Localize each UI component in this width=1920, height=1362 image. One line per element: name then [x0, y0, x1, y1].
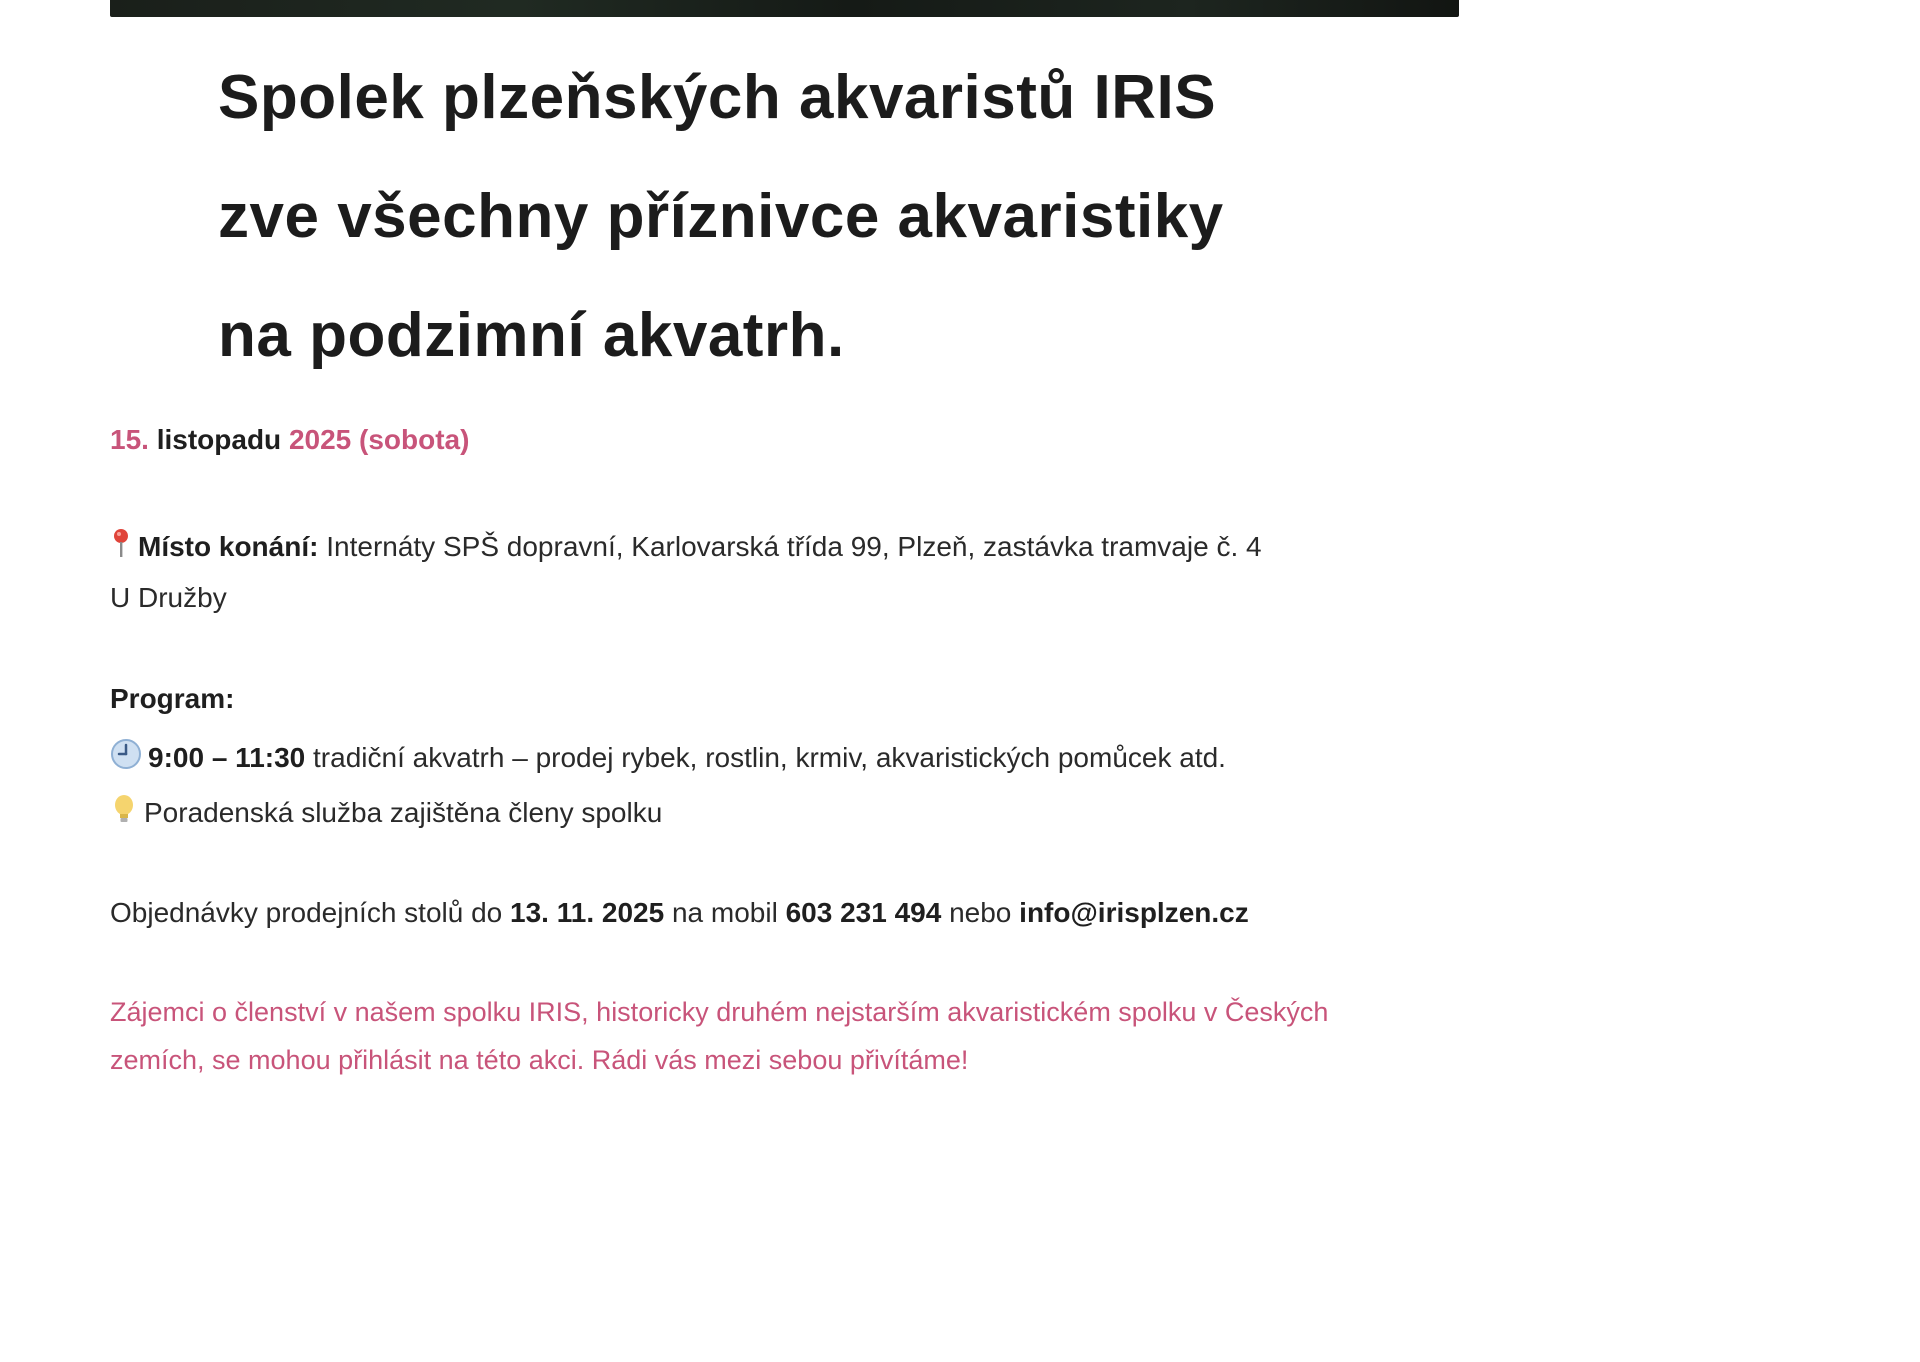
orders-text-3: nebo	[949, 897, 1012, 928]
headline-line-2: zve všechny příznivce akvaristiky	[218, 182, 1224, 251]
date-day: 15.	[110, 424, 149, 455]
headline-line-1: Spolek plzeňských akvaristů IRIS	[218, 63, 1217, 132]
program-text: tradiční akvatrh – prodej rybek, rostlin, krmiv, akvaristických pomůcek atd.	[313, 742, 1226, 773]
membership-line-1: Zájemci o členství v našem spolku IRIS, historicky druhém nejstarším akvaristickém spolku v Českých	[110, 997, 1329, 1027]
venue-line-2: U Družby	[110, 582, 227, 613]
date-year-weekday: 2025 (sobota)	[288, 424, 470, 455]
clock-icon	[110, 738, 142, 770]
program-text: Poradenská služba zajištěna členy spolku	[144, 797, 663, 828]
program-item	[110, 793, 662, 829]
orders-text-2: na mobil	[671, 897, 778, 928]
program-title: Program:	[110, 683, 235, 714]
orders-info	[110, 897, 1249, 929]
orders-phone: 603 231 494	[785, 897, 942, 928]
date-month: listopadu	[156, 424, 282, 455]
bulb-icon	[110, 793, 138, 825]
program-time: 9:00 – 11:30	[148, 742, 306, 773]
header-photo-strip	[110, 0, 1459, 17]
headline-line-3: na podzimní akvatrh.	[218, 301, 845, 370]
poster-headline	[218, 38, 1224, 395]
venue-label: Místo konání:	[138, 531, 319, 562]
pin-icon	[110, 527, 132, 559]
venue-text: Internáty SPŠ dopravní, Karlovarská třída 99, Plzeň, zastávka tramvaje č. 4	[326, 531, 1262, 562]
venue-line-1	[110, 527, 1262, 563]
orders-email: info@irisplzen.cz	[1019, 897, 1249, 928]
program-item	[110, 738, 1226, 774]
orders-text-1: Objednávky prodejních stolů do	[110, 897, 503, 928]
event-date	[110, 424, 469, 456]
membership-line-2: zemích, se mohou přihlásit na této akci. Rádi vás mezi sebou přivítáme!	[110, 1045, 969, 1075]
orders-deadline: 13. 11. 2025	[510, 897, 665, 928]
